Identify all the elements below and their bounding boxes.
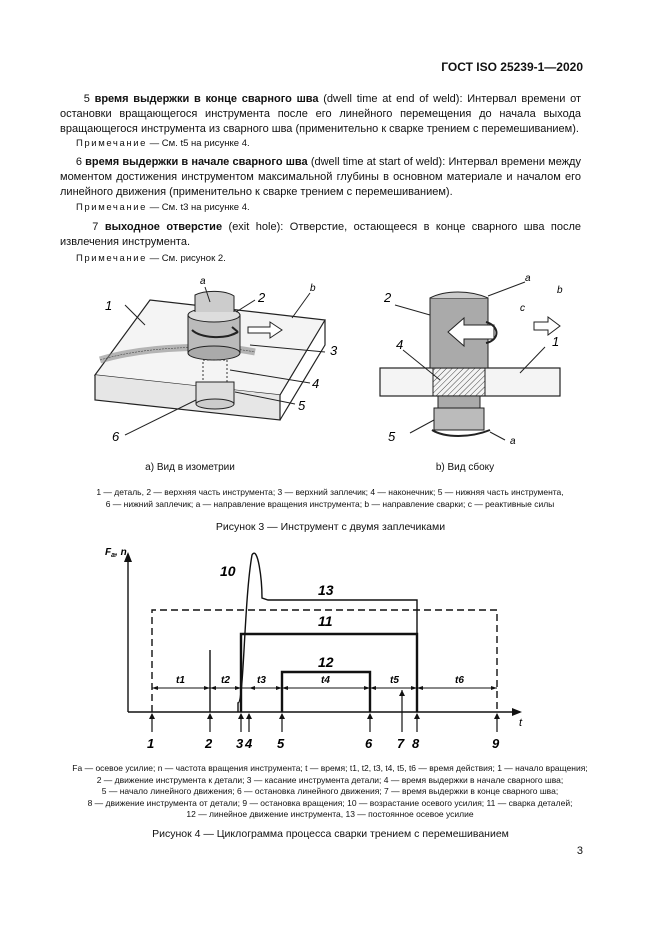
interval-t5: t5	[390, 675, 399, 686]
legend-line: 1 — деталь, 2 — верхняя часть инструмента; 3 — верхний заплечик; 4 — наконечник; 5 — нижняя часть инструмента,	[96, 487, 564, 497]
event-1: 1	[147, 736, 155, 751]
label-3: 3	[330, 343, 338, 358]
term-definition: Интервал времени между моментом достижения инструментом максимальной глубины в основном материале и началом его линейного движения (применительно к сварке трением с перемешиванием).	[60, 156, 581, 198]
term-name: время выдержки в начале сварного шва	[85, 156, 308, 168]
label-5-side: 5	[388, 429, 396, 444]
term-number: 7	[92, 221, 99, 233]
event-5: 5	[277, 736, 285, 751]
label-4: 4	[312, 376, 320, 391]
term-name: время выдержки в конце сварного шва	[94, 93, 319, 105]
term-number: 6	[75, 156, 82, 168]
term-definition: Отверстие, остающееся в конце сварного шва после извлечения инструмента.	[60, 221, 582, 248]
label-b: b	[310, 283, 316, 294]
event-3: 3	[236, 736, 244, 751]
x-axis-label: t	[519, 717, 523, 729]
curve-12-label: 12	[318, 654, 334, 670]
label-2-side: 2	[384, 290, 392, 305]
legend-line: 6 — нижний заплечик; a — направление вращения инструмента; b — направление сварки; c — реактивные силы	[105, 498, 555, 509]
interval-t2: t2	[221, 675, 230, 686]
figure-3a-caption: а) Вид в изометрии	[145, 462, 235, 473]
legend-line: 5 — начало линейного движения; 6 — остановка линейного движения; 7 — время выдержки в конце сварного шва;	[101, 786, 559, 796]
label-a2-side: a	[510, 436, 516, 447]
label-4-side: 4	[396, 337, 404, 352]
event-9: 9	[492, 736, 500, 751]
interval-t4: t4	[321, 675, 330, 686]
interval-t1: t1	[176, 675, 185, 686]
document-code: ГОСТ ISO 25239-1—2020	[441, 60, 583, 74]
label-a-side: a	[525, 273, 531, 284]
note-text: — См. рисунок 2.	[149, 253, 226, 264]
note-label: Примечание	[76, 202, 147, 213]
term-number: 5	[83, 93, 90, 105]
term-english: (exit hole):	[228, 221, 284, 233]
event-2: 2	[205, 736, 213, 751]
event-7: 7	[397, 736, 405, 751]
curve-11-label: 11	[318, 613, 333, 629]
event-8: 8	[412, 736, 420, 751]
event-4: 4	[245, 736, 253, 751]
note-label: Примечание	[76, 138, 147, 149]
interval-t6: t6	[455, 675, 464, 686]
term-english: (dwell time at end of weld):	[323, 93, 463, 105]
event-6: 6	[365, 736, 373, 751]
page-number: 3	[576, 845, 583, 857]
legend-line: Fa — осевое усилие; n — частота вращения инструмента; t — время; t1, t2, t3, t4, t5, t6 — время действия; 1 — начало вращения;	[72, 763, 588, 773]
note-text: — См. t5 на рисунке 4.	[149, 138, 250, 149]
figure-4-title: Рисунок 4 — Циклограмма процесса сварки трением с перемешиванием	[152, 828, 509, 840]
term-name: выходное отверстие	[104, 221, 223, 233]
interval-t3: t3	[257, 675, 266, 686]
label-1: 1	[105, 298, 113, 313]
term-english: (dwell time at start of weld):	[310, 156, 446, 168]
label-5: 5	[298, 398, 306, 413]
figure-3b-caption: b) Вид сбоку	[435, 462, 495, 473]
figure-4-legend	[50, 763, 610, 821]
note-label: Примечание	[76, 253, 147, 264]
label-1-side: 1	[552, 334, 560, 349]
label-a: a	[200, 276, 206, 287]
label-b-side: b	[557, 285, 563, 296]
curve-13-label: 13	[318, 582, 334, 598]
legend-line: 2 — движение инструмента к детали; 3 — касание инструмента детали; 4 — время выдержки в начале сварного шва;	[96, 774, 564, 785]
figure-3-title: Рисунок 3 — Инструмент с двумя заплечиками	[215, 521, 446, 533]
label-6: 6	[112, 429, 120, 444]
legend-line: 12 — линейное движение инструмента, 13 — постоянное осевое усилие	[186, 809, 474, 819]
label-2: 2	[258, 290, 266, 305]
y-axis-label: $F_a$, n	[105, 547, 127, 559]
label-c-side: c	[520, 303, 525, 314]
legend-line: 8 — движение инструмента от детали; 9 — остановка вращения; 10 — возрастание осевого усилия; 11 — сварка деталей;	[87, 797, 573, 808]
curve-10-label: 10	[220, 563, 236, 579]
term-definition: Интервал времени от остановки вращающегося инструмента после его линейного перемещения до начала выхода вращающегося инструмента из сварного шва (применительно к сварке трением с перемешиванием).	[60, 93, 582, 135]
note-text: — См. t3 на рисунке 4.	[149, 202, 250, 213]
